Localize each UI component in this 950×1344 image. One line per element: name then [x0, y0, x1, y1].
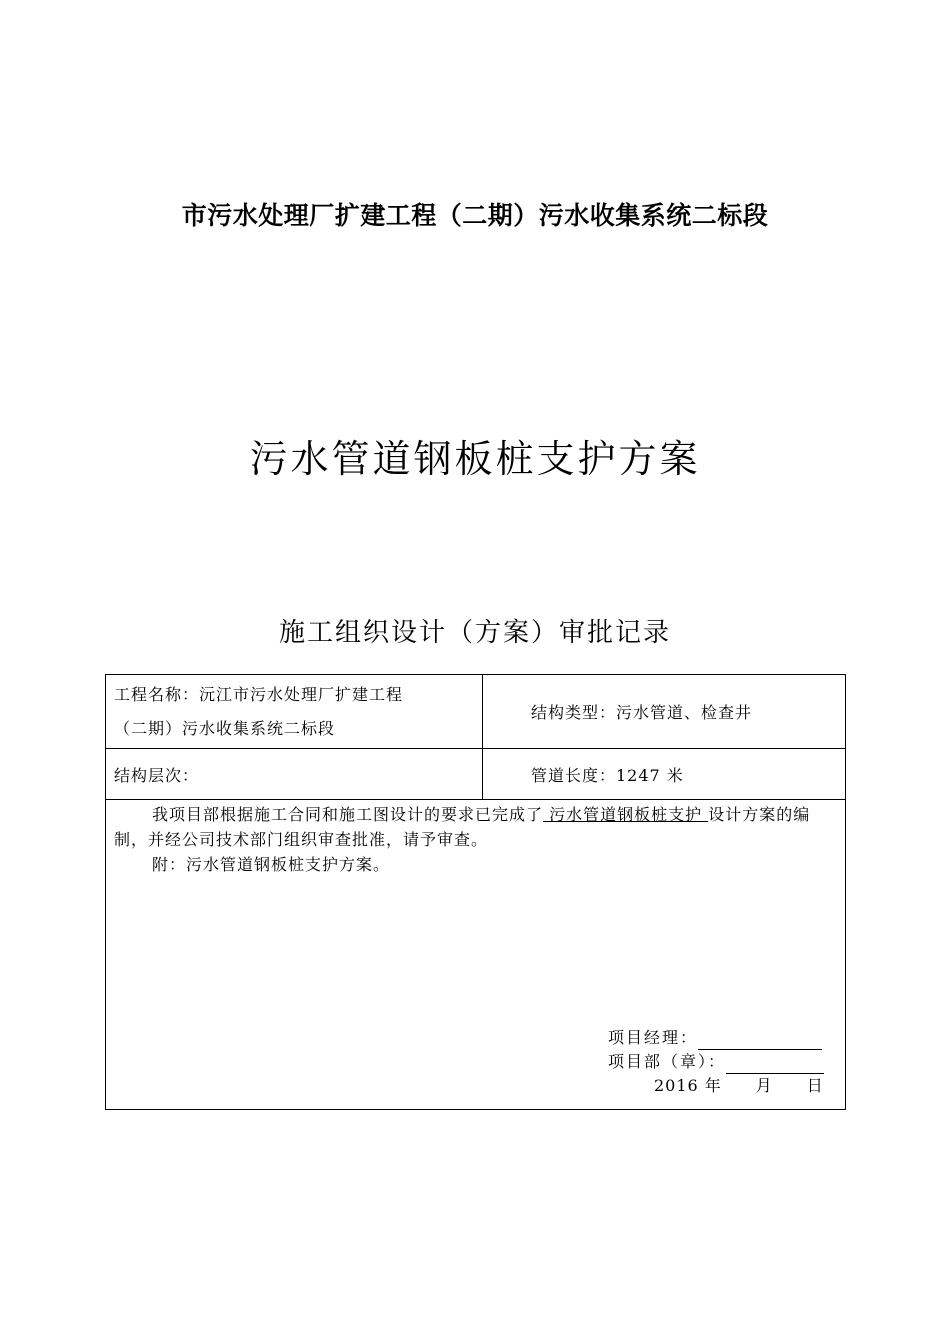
record-title: 施工组织设计（方案）审批记录	[278, 618, 671, 648]
paragraph-text-before: 我项目部根据施工合同和施工图设计的要求已完成了	[152, 805, 544, 824]
approval-record-table	[105, 674, 846, 1110]
signature-line	[698, 1031, 822, 1050]
structure-type-cell: 结构类型：污水管道、检查井	[483, 675, 846, 749]
project-dept-seal	[608, 1050, 824, 1074]
structure-level-cell: 结构层次：	[106, 749, 483, 800]
table-row	[106, 800, 846, 1110]
project-name-line1: 工程名称：沅江市污水处理厂扩建工程	[114, 684, 404, 704]
paragraph-text-after: 设计方案的编制，并经公司技术部门组织审查批准，请予审查。	[114, 805, 811, 849]
table-row	[106, 749, 846, 800]
attachment-note: 附：污水管道钢板桩支护方案。	[152, 855, 391, 874]
project-manager-signature	[608, 1026, 822, 1050]
pipe-length-cell: 管道长度：1247 米	[483, 749, 846, 800]
project-dept-label: 项目部（章）：	[608, 1052, 727, 1071]
table-row	[106, 675, 846, 749]
project-name-cell	[106, 675, 483, 749]
application-body-cell	[106, 800, 846, 1110]
project-name-line2: （二期）污水收集系统二标段	[114, 718, 336, 738]
document-title: 污水管道钢板桩支护方案	[249, 437, 701, 481]
signature-date: 2016 年 月 日	[654, 1076, 824, 1095]
project-manager-label: 项目经理：	[608, 1028, 699, 1047]
project-title: 市污水处理厂扩建工程（二期）污水收集系统二标段	[181, 201, 769, 230]
filled-plan-name: 污水管道钢板桩支护	[543, 805, 709, 824]
application-paragraph	[106, 800, 845, 852]
seal-line	[726, 1055, 824, 1074]
